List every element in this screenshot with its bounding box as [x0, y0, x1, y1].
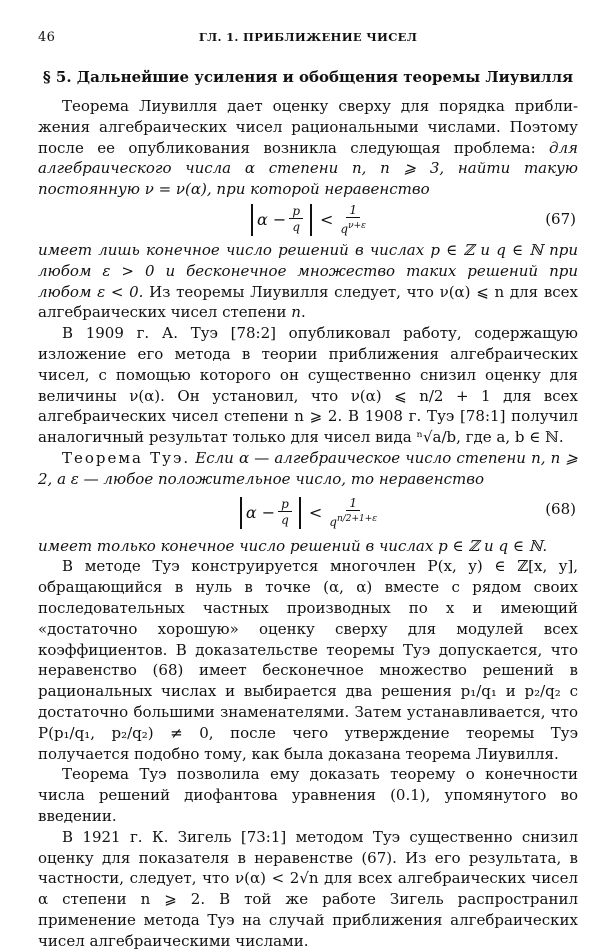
eq67-den2: q	[340, 221, 349, 236]
abs-bar-left	[251, 204, 253, 236]
p2-text-b: Из теоремы Лиувилля следует, что ν(α) ⩽ n для всех алгебраических чисел степени	[38, 282, 578, 322]
page-number: 46	[38, 30, 56, 45]
eq67-fraction-bound	[340, 203, 366, 237]
p1-text-c: . Поэтому после ее опубликования возникла следующая проблема:	[38, 117, 578, 157]
p2-text-d: .	[300, 303, 306, 322]
p1-text-b: порядка прибли-жения алгебраических чисел рациональными числами	[38, 97, 579, 136]
paragraph-5: имеет только конечное число решений в числах p ∈ ℤ и q ∈ ℕ.	[38, 536, 548, 555]
paragraph-4	[38, 448, 578, 490]
theorem-text: Если α — алгебраическое число степени n, n ⩾ 2, а ε — любое положительное число, то неравенство	[38, 448, 578, 488]
eq67-num: p	[289, 204, 303, 219]
p2-text-a: имеет лишь конечное число решений в числах p ∈ ℤ и q ∈ ℕ при любом ε > 0 и бесконечное множество таких решений при любом ε < 0.	[38, 240, 578, 301]
abs-bar-right	[310, 204, 312, 236]
page-header	[38, 30, 578, 54]
eq67-den2-wrap	[340, 218, 366, 237]
eq68-number: (68)	[545, 499, 576, 518]
theorem-label: Теорема Туэ.	[62, 448, 191, 467]
section-title: § 5. Дальнейшие усиления и обобщения теоремы Лиувилля	[42, 68, 574, 86]
page	[38, 30, 578, 951]
paragraph-1	[38, 96, 578, 200]
eq67-lhs: α −	[257, 210, 287, 230]
eq68-fraction-pq	[278, 497, 292, 528]
equation-67	[38, 200, 578, 240]
abs-bar-right-68	[299, 497, 301, 529]
paragraph-6: В методе Туэ конструируется многочлен P(x, y) ∈ ℤ[x, y], обращающийся в нуль в точке (α, α) вместе с рядом своих последовательных частных производных по x и имеющий «достаточно хорошую» оценку сверху для модулей всех коэффициентов. В доказательстве теоремы Туэ допускается, что неравенство (68) имеет бесконечное множество решений в рациональных числах и выбирается два решения p₁/q₁ и p₂/q₂ с достаточно большими знаменателями. Затем устанавливается, что P(p₁/q₁, p₂/q₂) ≠ 0, после чего утверждение теоремы Туэ получается подобно тому, как была доказана теорема Лиувилля.	[38, 557, 578, 763]
running-title: ГЛ. 1. ПРИБЛИЖЕНИЕ ЧИСЕЛ	[198, 30, 418, 44]
p1-text-a: Теорема Лиувилля дает оценку сверху для	[62, 97, 440, 115]
eq67-num2: 1	[346, 203, 360, 218]
eq68-exponent: n/2+1+ε	[336, 513, 378, 524]
eq68-den2-wrap	[329, 511, 377, 530]
p2-text-c: n	[291, 303, 301, 322]
eq68-fraction-bound	[329, 496, 377, 530]
eq67-fraction-pq	[289, 204, 303, 235]
eq67-number: (67)	[545, 209, 576, 228]
paragraph-8: В 1921 г. К. Зигель [73:1] методом Туэ существенно снизил оценку для показателя в неравенстве (67). Из его результата, в частности, следует, что ν(α) < 2√n для всех алгебраических чисел α степени n ⩾ 2. В той же работе Зигель распространил применение метода Туэ на случай приближения алгебраических чисел алгебраическими числами.	[38, 827, 578, 950]
eq68-den: q	[281, 513, 289, 528]
abs-bar-left-68	[240, 497, 242, 529]
equation-68	[38, 490, 578, 536]
eq68-relation: <	[308, 503, 323, 523]
paragraph-3: В 1909 г. А. Туэ [78:2] опубликовал работу, содержащую изложение его метода в теории приближения алгебраических чисел, с помощью которого он существенно снизил оценку для величины ν(α). Он установил, что ν(α) ⩽ n/2 + 1 для всех алгебраических чисел степени n ⩾ 2. В 1908 г. Туэ [78:1] получил аналогичный результат только для чисел вида ⁿ√a/b, где a, b ∈ ℕ.	[38, 324, 578, 447]
eq67-den: q	[292, 220, 301, 235]
paragraph-2	[38, 240, 578, 323]
eq68-lhs: α −	[245, 503, 276, 523]
eq68-num: p	[278, 497, 292, 512]
p1-text-d: для алгебраического числа α степени n, n ⩾ 3, найти такую постоянную ν = ν(α), при которой неравенство	[38, 138, 578, 199]
eq67-relation: <	[320, 210, 334, 230]
eq68-den2: q	[329, 514, 337, 529]
paragraph-7: Теорема Туэ позволила ему доказать теорему о конечности числа решений диофантова уравнения (0.1), упомянутого во введении.	[38, 765, 578, 825]
eq67-exponent: ν+ε	[348, 220, 366, 231]
eq68-num2: 1	[346, 496, 360, 511]
